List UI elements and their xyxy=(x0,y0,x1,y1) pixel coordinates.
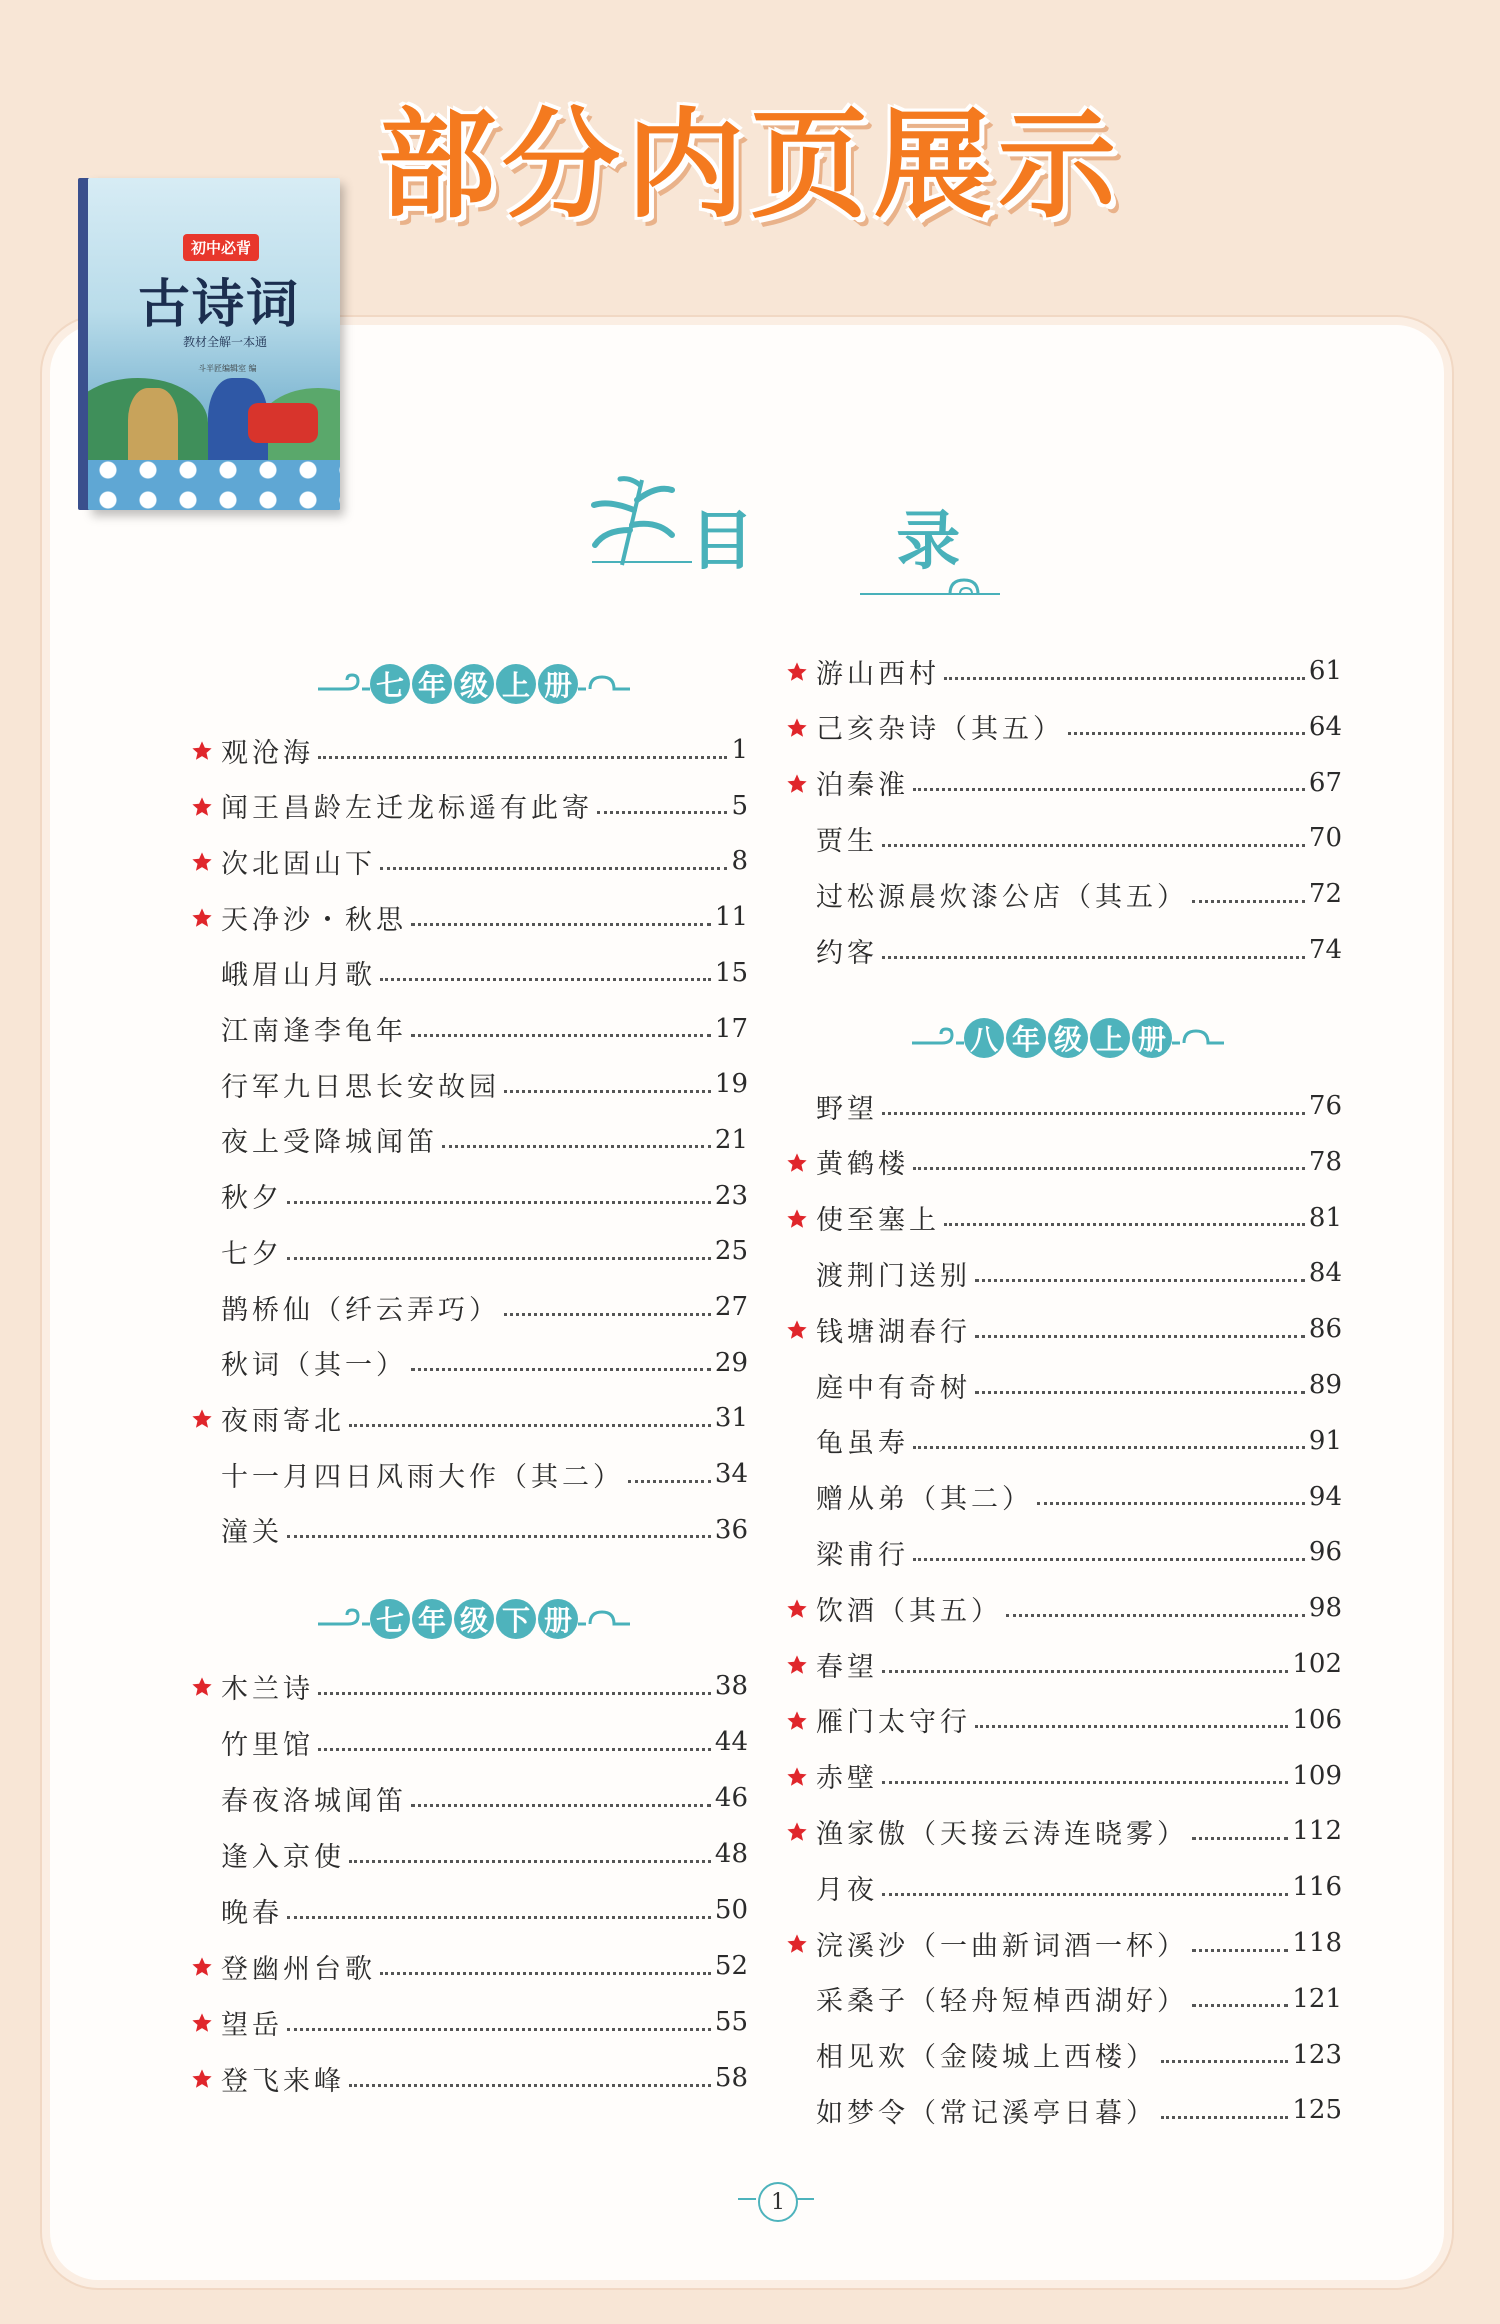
star-icon xyxy=(191,849,213,871)
cloud-ornament-icon xyxy=(860,572,1000,602)
toc-entry-title: 行军九日思长安故园 xyxy=(221,1071,500,1103)
title-char: 七 xyxy=(370,664,410,704)
dot-leader xyxy=(380,853,727,870)
toc-entry[interactable] xyxy=(816,1477,1342,1517)
section-title xyxy=(964,1018,1172,1058)
dot-leader xyxy=(882,1767,1288,1784)
toc-heading: 目 录 xyxy=(690,505,1021,579)
toc-entry-page: 81 xyxy=(1308,1202,1342,1233)
toc-entry-title: 己亥杂诗（其五） xyxy=(816,714,1064,746)
toc-entry[interactable] xyxy=(816,1756,1342,1796)
title-char: 册 xyxy=(538,1599,578,1639)
toc-entry[interactable] xyxy=(221,1231,748,1271)
toc-entry-title: 赤壁 xyxy=(816,1763,878,1795)
dot-leader xyxy=(287,1521,711,1538)
toc-entry-title: 赠从弟（其二） xyxy=(816,1484,1033,1516)
cloud-ornament-icon xyxy=(318,669,370,699)
toc-entry[interactable] xyxy=(221,1176,748,1216)
dot-leader xyxy=(287,1187,711,1204)
toc-entry[interactable] xyxy=(221,1778,748,1818)
toc-entry[interactable] xyxy=(816,1811,1342,1851)
toc-entry-page: 123 xyxy=(1292,2039,1342,2070)
cloud-ornament-icon xyxy=(578,669,630,699)
toc-entry-title: 夜雨寄北 xyxy=(221,1405,345,1437)
toc-entry-title: 次北固山下 xyxy=(221,848,376,880)
toc-entry-title: 峨眉山月歌 xyxy=(221,960,376,992)
dot-leader xyxy=(1006,1600,1305,1617)
star-icon xyxy=(191,1674,213,1696)
toc-entry-title: 游山西村 xyxy=(816,658,940,690)
dot-leader xyxy=(442,1131,711,1148)
section-header-7b xyxy=(318,1597,630,1641)
dot-leader xyxy=(1161,2046,1288,2063)
toc-entry-title: 浣溪沙（一曲新词酒一杯） xyxy=(816,1930,1188,1962)
dot-leader xyxy=(349,1410,711,1427)
title-char: 级 xyxy=(454,664,494,704)
book-title: 古诗词 xyxy=(138,275,301,335)
toc-entry-page: 102 xyxy=(1292,1649,1342,1679)
star-icon xyxy=(191,2010,213,2032)
star-icon xyxy=(786,715,808,737)
toc-entry-title: 十一月四日风雨大作（其二） xyxy=(221,1461,624,1493)
star-icon xyxy=(786,1596,808,1618)
dot-leader xyxy=(380,964,711,981)
toc-entry-title: 秋夕 xyxy=(221,1183,283,1215)
wave-pattern xyxy=(88,460,340,510)
cloud-ornament-icon xyxy=(318,1604,370,1634)
star-icon xyxy=(191,905,213,927)
star-icon xyxy=(786,1206,808,1228)
toc-entry-page: 121 xyxy=(1292,1983,1342,2014)
dot-leader xyxy=(913,1432,1305,1449)
toc-entry-title: 使至塞上 xyxy=(816,1205,940,1237)
toc-entry[interactable] xyxy=(816,2035,1342,2075)
toc-entry-page: 78 xyxy=(1308,1146,1342,1177)
star-icon xyxy=(786,1652,808,1674)
star-icon xyxy=(191,738,213,760)
book-author: 斗半匠编辑室 编 xyxy=(198,364,257,373)
toc-entry-page: 125 xyxy=(1292,2095,1342,2126)
book-cover xyxy=(88,178,340,510)
toc-entry-page: 84 xyxy=(1308,1258,1342,1289)
toc-entry-page: 15 xyxy=(714,957,748,988)
toc-entry-page: 17 xyxy=(714,1013,748,1044)
toc-entry[interactable] xyxy=(816,818,1342,858)
toc-entry[interactable] xyxy=(221,1946,748,1986)
toc-entry-page: 1 xyxy=(731,735,748,765)
dot-leader xyxy=(1037,1488,1305,1505)
dot-leader xyxy=(287,1902,711,1919)
toc-entry-page: 55 xyxy=(714,2007,748,2037)
toc-entry-page: 112 xyxy=(1292,1816,1342,1847)
title-char: 册 xyxy=(1132,1018,1172,1058)
toc-entry[interactable] xyxy=(816,1309,1342,1349)
title-char: 年 xyxy=(1006,1018,1046,1058)
section-title xyxy=(370,664,578,704)
dot-leader xyxy=(975,1321,1305,1338)
bamboo-icon xyxy=(582,470,692,570)
toc-entry[interactable] xyxy=(221,1722,748,1762)
toc-entry[interactable] xyxy=(816,1588,1342,1628)
toc-entry[interactable] xyxy=(816,2090,1342,2130)
toc-entry[interactable] xyxy=(221,730,748,770)
section-header-7a xyxy=(318,662,630,706)
dot-leader xyxy=(411,909,711,926)
toc-entry-title: 春望 xyxy=(816,1651,878,1683)
toc-entry-title: 野望 xyxy=(816,1093,878,1125)
toc-entry[interactable] xyxy=(816,874,1342,914)
title-char: 级 xyxy=(454,1599,494,1639)
dot-leader xyxy=(411,1354,711,1371)
toc-entry-title: 约客 xyxy=(816,937,878,969)
toc-entry-title: 七夕 xyxy=(221,1238,283,1270)
toc-entry[interactable] xyxy=(816,1253,1342,1293)
toc-entry-title: 贾生 xyxy=(816,825,878,857)
star-icon xyxy=(191,794,213,816)
toc-entry[interactable] xyxy=(816,1421,1342,1461)
toc-entry-page: 70 xyxy=(1308,823,1342,854)
toc-entry-title: 饮酒（其五） xyxy=(816,1595,1002,1627)
toc-entry[interactable] xyxy=(816,1700,1342,1740)
star-icon xyxy=(786,1931,808,1953)
toc-entry-page: 106 xyxy=(1292,1704,1342,1735)
toc-entry-title: 木兰诗 xyxy=(221,1673,314,1705)
dot-leader xyxy=(318,1678,711,1695)
cloud-ornament-icon xyxy=(1172,1023,1224,1053)
book-badge: 初中必背 xyxy=(183,234,259,261)
toc-entry-page: 64 xyxy=(1308,711,1342,742)
toc-entry[interactable] xyxy=(221,2002,748,2042)
dot-leader xyxy=(1068,718,1305,735)
star-icon xyxy=(786,1764,808,1786)
toc-entry[interactable] xyxy=(816,930,1342,970)
toc-entry-page: 74 xyxy=(1308,935,1342,965)
toc-entry-title: 如梦令（常记溪亭日暮） xyxy=(816,2097,1157,2129)
dot-leader xyxy=(944,663,1305,680)
toc-entry-title: 龟虽寿 xyxy=(816,1428,909,1460)
toc-entry-title: 登幽州台歌 xyxy=(221,1953,376,1985)
toc-entry[interactable] xyxy=(221,1287,748,1327)
toc-entry[interactable] xyxy=(816,1923,1342,1963)
toc-entry[interactable] xyxy=(221,1064,748,1104)
toc-entry-page: 116 xyxy=(1292,1872,1342,1903)
toc-entry[interactable] xyxy=(221,1454,748,1494)
toc-entry[interactable] xyxy=(221,786,748,826)
toc-entry-page: 61 xyxy=(1308,656,1342,686)
toc-entry[interactable] xyxy=(816,1644,1342,1684)
toc-entry-title: 春夜洛城闻笛 xyxy=(221,1785,407,1817)
toc-entry[interactable] xyxy=(816,1086,1342,1126)
toc-entry-page: 109 xyxy=(1292,1760,1342,1791)
dot-leader xyxy=(349,2070,711,2087)
toc-entry[interactable] xyxy=(221,1120,748,1160)
toc-entry-page: 25 xyxy=(714,1236,748,1267)
toc-entry-title: 登飞来峰 xyxy=(221,2065,345,2097)
toc-entry-title: 竹里馆 xyxy=(221,1729,314,1761)
title-char: 年 xyxy=(412,664,452,704)
toc-entry-page: 52 xyxy=(714,1951,748,1981)
toc-entry-title: 雁门太守行 xyxy=(816,1707,971,1739)
toc-entry[interactable] xyxy=(221,1510,748,1550)
dot-leader xyxy=(287,2014,711,2031)
book-subtitle: 教材全解一本通 xyxy=(183,335,268,349)
toc-entry[interactable] xyxy=(221,1890,748,1930)
title-char: 上 xyxy=(1090,1018,1130,1058)
star-icon xyxy=(786,1819,808,1841)
dot-leader xyxy=(913,774,1305,791)
banner-title: 部分内页展示 xyxy=(377,96,1122,234)
toc-entry-page: 91 xyxy=(1308,1425,1342,1456)
toc-entry-page: 96 xyxy=(1308,1537,1342,1568)
toc-entry[interactable] xyxy=(816,1142,1342,1182)
dot-leader xyxy=(1192,1823,1288,1840)
toc-entry[interactable] xyxy=(221,1343,748,1383)
toc-entry-page: 58 xyxy=(714,2063,748,2093)
toc-entry[interactable] xyxy=(816,1979,1342,2019)
star-icon xyxy=(786,1317,808,1339)
toc-entry-page: 72 xyxy=(1308,879,1342,910)
toc-entry-title: 夜上受降城闻笛 xyxy=(221,1127,438,1159)
toc-entry-page: 98 xyxy=(1308,1593,1342,1624)
toc-entry-title: 晚春 xyxy=(221,1897,283,1929)
dot-leader xyxy=(411,1790,711,1807)
title-char: 年 xyxy=(412,1599,452,1639)
cloud-ornament-icon xyxy=(578,1604,630,1634)
toc-entry[interactable] xyxy=(221,2058,748,2098)
toc-entry[interactable] xyxy=(816,1365,1342,1405)
toc-entry[interactable] xyxy=(816,1867,1342,1907)
page-number-ornament xyxy=(738,2198,756,2200)
toc-entry-title: 鹊桥仙（纤云弄巧） xyxy=(221,1294,500,1326)
toc-entry-page: 86 xyxy=(1308,1314,1342,1345)
page-number: 1 xyxy=(758,2182,798,2222)
toc-entry-title: 钱塘湖春行 xyxy=(816,1316,971,1348)
toc-entry-title: 渔家傲（天接云涛连晓雾） xyxy=(816,1818,1188,1850)
section-header-8a xyxy=(912,1016,1224,1060)
toc-entry-page: 89 xyxy=(1308,1370,1342,1400)
star-icon xyxy=(786,771,808,793)
dot-leader xyxy=(975,1711,1288,1728)
title-char: 级 xyxy=(1048,1018,1088,1058)
toc-entry-title: 逢入京使 xyxy=(221,1841,345,1873)
dot-leader xyxy=(287,1243,711,1260)
dot-leader xyxy=(882,1656,1288,1673)
dot-leader xyxy=(1161,2102,1288,2119)
dot-leader xyxy=(882,1098,1305,1115)
dot-leader xyxy=(349,1846,711,1863)
star-icon xyxy=(786,659,808,681)
title-char: 册 xyxy=(538,664,578,704)
toc-entry[interactable] xyxy=(816,763,1342,803)
star-icon xyxy=(191,1954,213,1976)
toc-entry-title: 梁甫行 xyxy=(816,1539,909,1571)
toc-entry-page: 50 xyxy=(714,1895,748,1925)
title-char: 八 xyxy=(964,1018,1004,1058)
dot-leader xyxy=(975,1377,1305,1394)
toc-entry[interactable] xyxy=(221,1398,748,1438)
toc-entry-title: 渡荆门送别 xyxy=(816,1260,971,1292)
toc-entry[interactable] xyxy=(816,651,1342,691)
toc-entry-title: 天净沙・秋思 xyxy=(221,904,407,936)
toc-entry[interactable] xyxy=(816,1532,1342,1572)
toc-entry-title: 望岳 xyxy=(221,2009,283,2041)
toc-entry-title: 秋词（其一） xyxy=(221,1350,407,1382)
toc-entry[interactable] xyxy=(221,1009,748,1049)
toc-entry-title: 黄鹤楼 xyxy=(816,1149,909,1181)
dot-leader xyxy=(944,1209,1305,1226)
toc-entry-page: 76 xyxy=(1308,1091,1342,1121)
dot-leader xyxy=(380,1958,711,1975)
toc-entry-title: 观沧海 xyxy=(221,737,314,769)
toc-entry[interactable] xyxy=(221,897,748,937)
toc-entry-page: 36 xyxy=(714,1514,748,1545)
toc-entry-page: 21 xyxy=(714,1124,748,1155)
toc-entry-page: 46 xyxy=(714,1783,748,1813)
dot-leader xyxy=(913,1544,1305,1561)
dot-leader xyxy=(504,1299,711,1316)
toc-entry-page: 27 xyxy=(714,1292,748,1322)
dot-leader xyxy=(318,742,727,759)
toc-entry-page: 67 xyxy=(1308,767,1342,798)
toc-entry-title: 庭中有奇树 xyxy=(816,1372,971,1404)
cloud-ornament-icon xyxy=(912,1023,964,1053)
dot-leader xyxy=(318,1734,711,1751)
toc-entry-title: 潼关 xyxy=(221,1517,283,1549)
dot-leader xyxy=(975,1265,1305,1282)
poet-figure xyxy=(128,388,178,468)
title-char: 上 xyxy=(496,664,536,704)
dot-leader xyxy=(882,1879,1288,1896)
toc-entry[interactable] xyxy=(221,1666,748,1706)
toc-entry-page: 19 xyxy=(714,1069,748,1100)
toc-entry[interactable] xyxy=(221,1834,748,1874)
toc-entry[interactable] xyxy=(816,707,1342,747)
toc-entry-title: 月夜 xyxy=(816,1874,878,1906)
toc-entry-page: 5 xyxy=(731,790,748,821)
toc-entry-page: 94 xyxy=(1308,1481,1342,1512)
toc-entry-page: 44 xyxy=(714,1727,748,1757)
toc-entry-page: 23 xyxy=(714,1180,748,1211)
toc-entry-page: 29 xyxy=(714,1347,748,1378)
toc-entry[interactable] xyxy=(221,841,748,881)
star-icon xyxy=(191,1406,213,1428)
title-char: 下 xyxy=(496,1599,536,1639)
toc-entry[interactable] xyxy=(816,1198,1342,1238)
title-char: 七 xyxy=(370,1599,410,1639)
toc-entry[interactable] xyxy=(221,953,748,993)
dot-leader xyxy=(1192,886,1305,903)
star-icon xyxy=(191,2066,213,2088)
dot-leader xyxy=(597,797,727,814)
dot-leader xyxy=(411,1020,711,1037)
dot-leader xyxy=(882,942,1305,959)
toc-entry-page: 31 xyxy=(714,1403,748,1434)
dot-leader xyxy=(913,1153,1305,1170)
dot-leader xyxy=(1192,1990,1288,2007)
section-title xyxy=(370,1599,578,1639)
toc-entry-title: 闻王昌龄左迁龙标遥有此寄 xyxy=(221,793,593,825)
star-icon xyxy=(786,1708,808,1730)
toc-entry-page: 38 xyxy=(714,1671,748,1701)
dot-leader xyxy=(628,1466,711,1483)
red-cloak xyxy=(248,403,318,443)
toc-entry-page: 118 xyxy=(1292,1928,1342,1958)
dot-leader xyxy=(1192,1935,1288,1952)
star-icon xyxy=(786,1150,808,1172)
toc-entry-page: 34 xyxy=(714,1459,748,1490)
toc-entry-page: 11 xyxy=(714,902,748,933)
dot-leader xyxy=(504,1076,711,1093)
toc-entry-title: 采桑子（轻舟短棹西湖好） xyxy=(816,1986,1188,2018)
toc-entry-title: 相见欢（金陵城上西楼） xyxy=(816,2042,1157,2074)
toc-entry-title: 泊秦淮 xyxy=(816,770,909,802)
toc-entry-title: 江南逢李龟年 xyxy=(221,1016,407,1047)
dot-leader xyxy=(882,830,1305,847)
toc-entry-title: 过松源晨炊漆公店（其五） xyxy=(816,881,1188,913)
toc-entry-page: 8 xyxy=(731,846,748,877)
toc-entry-page: 48 xyxy=(714,1839,748,1869)
page-number-ornament xyxy=(796,2198,814,2200)
